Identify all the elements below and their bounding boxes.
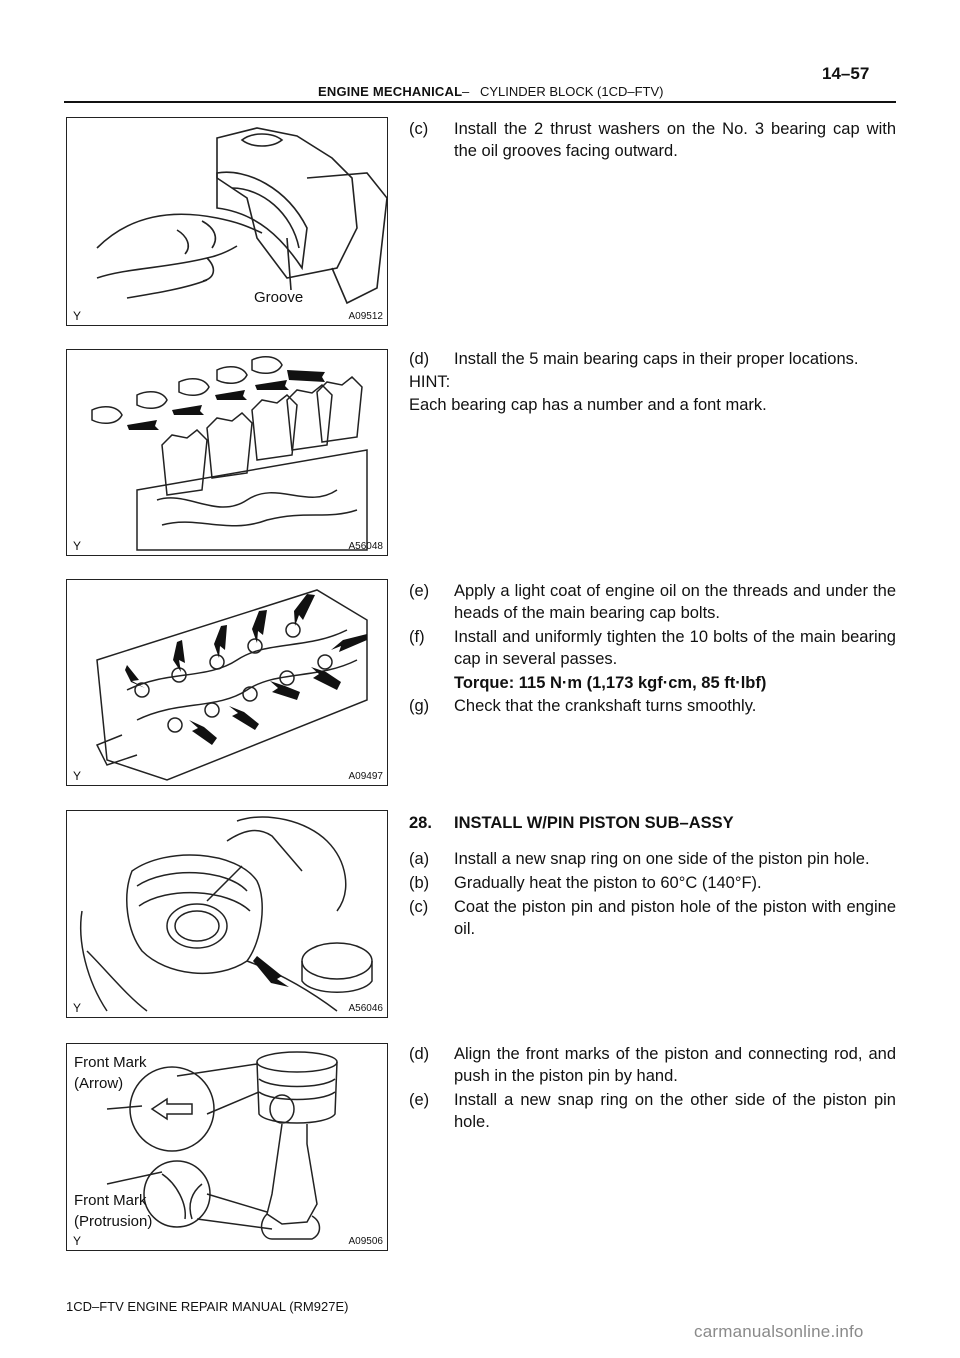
figure-front-marks [66,1043,388,1251]
step-letter: (b) [409,874,430,892]
figure-code: A56046 [348,1003,383,1014]
header-section-title: ENGINE MECHANICAL [318,84,463,99]
figure-view-mark: Y [73,769,82,783]
step-e-other-snap-ring [409,1089,896,1133]
figure-label-groove: Groove [254,289,304,306]
step-text: Install a new snap ring on the other side of the piston pin hole. [454,1091,896,1131]
step-e-apply-oil [409,580,896,624]
snap-ring-illustration [67,811,388,1018]
figure-label-front-mark-protrusion: Front Mark [74,1192,147,1209]
step-c-thrust-washers [409,118,896,162]
bearing-cap-bolts-illustration [67,580,388,786]
figure-code: A09497 [348,771,383,782]
header-rule [64,101,896,103]
step-text: Install the 5 main bearing caps in their proper locations. [454,350,859,368]
step-letter: (a) [409,850,430,868]
step-text: Install the 2 thrust washers on the No. 3 bearing cap with the oil grooves facing outward. [454,120,896,160]
section-28-heading [409,812,896,834]
figure-code: A09506 [348,1236,383,1247]
watermark: carmanualsonline.info [694,1322,864,1341]
step-d-bearing-caps [409,348,896,370]
step-letter: (d) [409,350,430,368]
figure-view-mark: Y [73,539,82,553]
step-text: Install and uniformly tighten the 10 bolts of the main bearing cap in several passes. [454,628,896,668]
step-letter: (e) [409,582,430,600]
step-text: Check that the crankshaft turns smoothly. [454,697,757,715]
step-a-snap-ring [409,848,896,870]
step-d-align-marks [409,1043,896,1087]
step-f-tighten-bolts [409,626,896,670]
figure-main-bearing-caps [66,349,388,556]
figure-label-front-mark-arrow: Front Mark [74,1054,147,1071]
step-text: Align the front marks of the piston and connecting rod, and push in the piston pin by hand. [454,1045,896,1085]
step-g-check-crankshaft [409,695,896,717]
hint-label: HINT: [409,373,451,391]
step-letter: (d) [409,1045,430,1063]
step-text: Gradually heat the piston to 60°C (140°F). [454,874,762,892]
figure-thrust-washer [66,117,388,326]
step-letter: (c) [409,898,429,916]
figure-code: A09512 [348,311,383,322]
figure-label-arrow: (Arrow) [74,1075,124,1092]
figure-code: A56048 [348,541,383,552]
step-text: Coat the piston pin and piston hole of the piston with engine oil. [454,898,896,938]
header-separator: – [462,84,470,99]
thrust-washer-illustration [67,118,388,326]
figure-snap-ring [66,810,388,1018]
torque-spec: Torque: 115 N·m (1,173 kgf·cm, 85 ft·lbf) [454,674,767,692]
figure-label-protrusion: (Protrusion) [74,1213,153,1230]
step-b-heat-piston [409,872,896,894]
section-title: INSTALL W/PIN PISTON SUB–ASSY [454,814,734,832]
figure-view-mark: Y [73,309,82,323]
footer-manual-title: 1CD–FTV ENGINE REPAIR MANUAL (RM927E) [66,1299,349,1314]
step-text: Apply a light coat of engine oil on the threads and under the heads of the main bearing cap bolts. [454,582,896,622]
step-letter: (f) [409,628,425,646]
page-number: 14–57 [822,64,870,83]
step-c-coat-pin [409,896,896,940]
step-letter: (c) [409,120,429,138]
figure-view-mark: Y [73,1234,82,1248]
figure-view-mark: Y [73,1001,82,1015]
step-letter: (e) [409,1091,430,1109]
hint-text: Each bearing cap has a number and a font mark. [409,396,767,414]
section-number: 28. [409,814,432,832]
step-text: Install a new snap ring on one side of the piston pin hole. [454,850,870,868]
step-letter: (g) [409,697,430,715]
header-subsection-title: CYLINDER BLOCK (1CD–FTV) [480,84,664,99]
bearing-caps-illustration [67,350,388,556]
figure-bearing-cap-bolts [66,579,388,786]
